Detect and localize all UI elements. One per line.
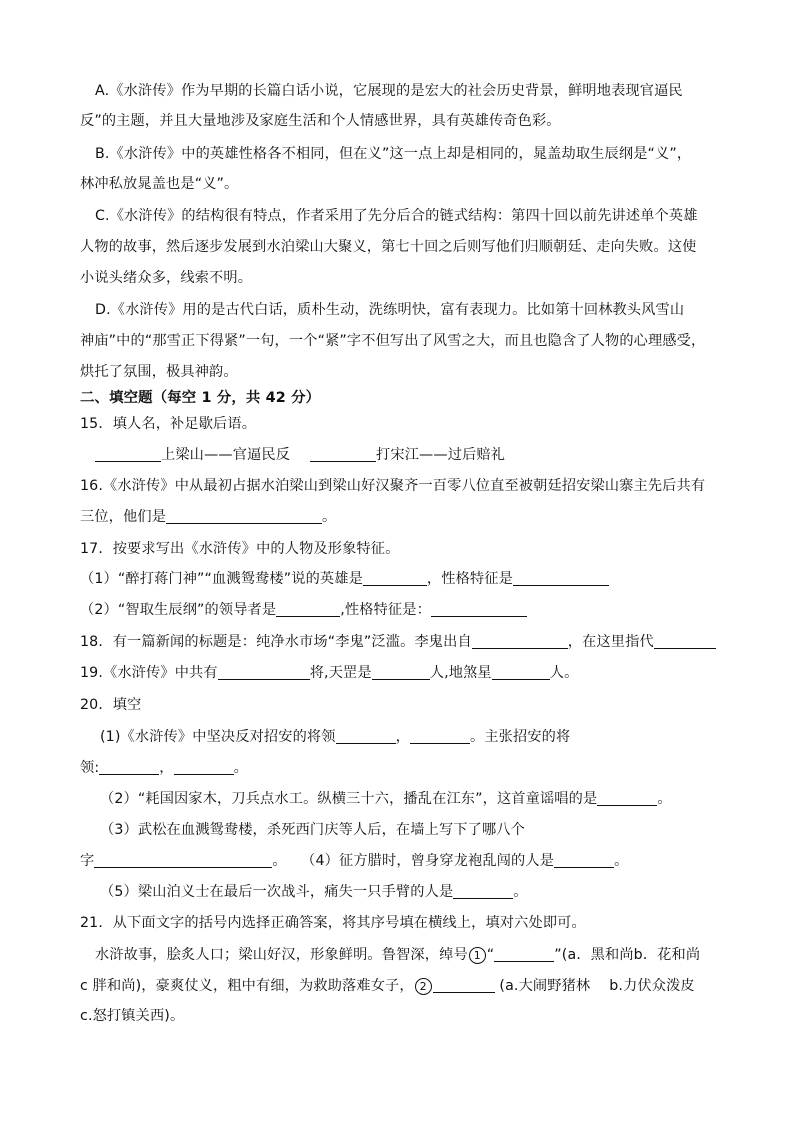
question-20-part1-cont	[80, 758, 248, 778]
question-16-line2	[80, 507, 336, 527]
question-20-stem: 20．填空	[80, 697, 142, 713]
q16-end: 。	[322, 509, 337, 525]
option-c-line2: 人物的故事，然后逐步发展到水泊梁山大聚义，第七十回之后则写他们归顺朝廷、走向失败。这使	[80, 239, 697, 255]
q17-2-text-b: ,性格特征是：	[340, 602, 431, 618]
answer-blank[interactable]	[513, 570, 609, 586]
q20-2-text: （2）“耗国因家木，刀兵点水工。纵横三十六，播乱在江东”，这首童谣唱的是	[100, 791, 598, 807]
q20-2-end: 。	[657, 791, 672, 807]
answer-blank[interactable]	[94, 852, 272, 868]
option-a-line2: 反”的主题，并且大量地涉及家庭生活和个人情感世界，具有英雄传奇色彩。	[80, 113, 561, 129]
q21-options-2: (a.大闹野猪林 b.力伏众泼皮	[494, 978, 695, 994]
answer-blank[interactable]	[310, 446, 376, 462]
question-16-line1: 16.《水浒传》中从最初占据水泊梁山到梁山好汉聚齐一百零八位直至被朝廷招安梁山寨主先后共有	[80, 478, 706, 494]
q21-text-2: c 胖和尚)，豪爽仗义，粗中有细，为救助落难女子，	[80, 978, 414, 994]
q20-4-end: 。	[614, 853, 629, 869]
answer-blank[interactable]	[174, 759, 234, 775]
q18-text-a: 18．有一篇新闻的标题是：纯净水市场“李鬼”泛滥。李鬼出自	[80, 634, 472, 650]
answer-blank[interactable]	[99, 759, 159, 775]
answer-blank[interactable]	[492, 664, 550, 680]
q19-text-d: 人。	[549, 665, 579, 681]
question-15-answers	[95, 445, 505, 465]
q20-1-sep2: ，	[159, 760, 174, 776]
q20-1-sep: ，	[395, 729, 410, 745]
question-21-line3: c.怒打镇关西)。	[80, 1008, 185, 1024]
question-17-part1	[80, 569, 609, 589]
option-d-line3: 烘托了氛围，极具神韵。	[80, 364, 238, 380]
q17-1-text-b: ，性格特征是	[426, 571, 513, 587]
answer-blank[interactable]	[654, 633, 716, 649]
q17-1-text-a: （1）“醉打蒋门神”“血溅鸳鸯楼”说的英雄是	[80, 571, 363, 587]
question-15-stem: 15．填人名，补足歇后语。	[80, 416, 257, 432]
question-21-stem: 21．从下面文字的括号内选择正确答案，将其序号填在横线上，填对六处即可。	[80, 915, 586, 931]
section-heading: 二、填空题（每空 1 分，共 42 分）	[80, 390, 321, 406]
q17-2-text-a: （2）“智取生辰纲”的领导者是	[80, 602, 277, 618]
answer-blank[interactable]	[95, 446, 161, 462]
circled-number-2: 2	[415, 978, 432, 995]
answer-blank[interactable]	[166, 508, 322, 524]
answer-blank[interactable]	[453, 883, 513, 899]
answer-blank[interactable]	[336, 728, 396, 744]
option-a-line1: A.《水浒传》作为早期的长篇白话小说，它展现的是宏大的社会历史背景，鲜明地表现官逼民	[95, 83, 683, 99]
answer-blank[interactable]	[410, 728, 470, 744]
answer-blank[interactable]	[597, 790, 657, 806]
answer-blank[interactable]	[363, 570, 427, 586]
q15-saying-a: 上梁山——官逼民反	[161, 447, 291, 463]
question-20-part1	[100, 727, 570, 747]
question-19	[80, 663, 578, 683]
q20-5-end: 。	[513, 884, 528, 900]
q18-text-b: ，在这里指代	[567, 634, 654, 650]
answer-blank[interactable]	[431, 601, 527, 617]
answer-blank[interactable]	[218, 664, 310, 680]
q16-text: 三位，他们是	[80, 509, 167, 525]
option-d-line1: D.《水浒传》用的是古代白话，质朴生动，洗练明快，富有表现力。比如第十回林教头风雪山	[95, 302, 685, 318]
q20-1-text-b: 。主张招安的将	[469, 729, 571, 745]
q19-text-c: 人,地煞星	[429, 665, 492, 681]
answer-blank[interactable]	[472, 633, 568, 649]
option-b-line2: 林冲私放晁盖也是“义”。	[80, 176, 239, 192]
question-18	[80, 632, 716, 652]
q20-1-end: 。	[233, 760, 248, 776]
q21-options-1: ”(a．黑和尚b．花和尚	[554, 947, 701, 963]
q15-saying-b: 打宋江——过后赔礼	[376, 447, 506, 463]
q20-1-text-a: (1)《水浒传》中坚决反对招安的将领	[100, 729, 336, 745]
q21-quote-open: “	[486, 947, 495, 963]
answer-blank[interactable]	[494, 946, 554, 962]
answer-blank[interactable]	[554, 852, 614, 868]
question-20-part3: （3）武松在血溅鸳鸯楼，杀死西门庆等人后，在墙上写下了哪八个	[100, 822, 525, 838]
option-c-line3: 小说头绪众多，线索不明。	[80, 270, 253, 286]
q20-1-text-c: 领:	[80, 760, 100, 776]
option-c-line1: C.《水浒传》的结构很有特点，作者采用了先分后合的链式结构：第四十回以前先讲述单个英雄	[95, 208, 698, 224]
q20-3-text-c: 。 （4）征方腊时，曾身穿龙袍乱闯的人是	[272, 853, 555, 869]
q20-3-text-b: 字	[80, 853, 95, 869]
q21-text-1: 水浒故事，脍炙人口；梁山好汉，形象鲜明。鲁智深，绰号	[95, 947, 468, 963]
question-17-stem: 17．按要求写出《水浒传》中的人物及形象特征。	[80, 541, 400, 557]
circled-number-1: 1	[469, 947, 486, 964]
q19-text-b: 将,天罡是	[309, 665, 372, 681]
answer-blank[interactable]	[372, 664, 430, 680]
question-17-part2	[80, 600, 527, 620]
question-20-part2	[100, 789, 672, 809]
question-20-part3-4	[80, 851, 628, 871]
answer-blank[interactable]	[276, 601, 340, 617]
question-21-line1	[95, 945, 700, 965]
option-b-line1: B.《水浒传》中的英雄性格各不相同，但在义”这一点上却是相同的，晁盖劫取生辰纲是“义”，	[95, 146, 692, 162]
q19-text-a: 19.《水浒传》中共有	[80, 665, 218, 681]
question-21-line2	[80, 976, 695, 996]
answer-blank[interactable]	[433, 977, 495, 993]
q20-5-text: （5）梁山泊义士在最后一次战斗，痛失一只手臂的人是	[100, 884, 454, 900]
option-d-line2: 神庙”中的“那雪正下得紧”一句，一个“紧”字不但写出了风雪之大，而且也隐含了人物的心理感受，	[80, 333, 706, 349]
question-20-part5	[100, 882, 528, 902]
